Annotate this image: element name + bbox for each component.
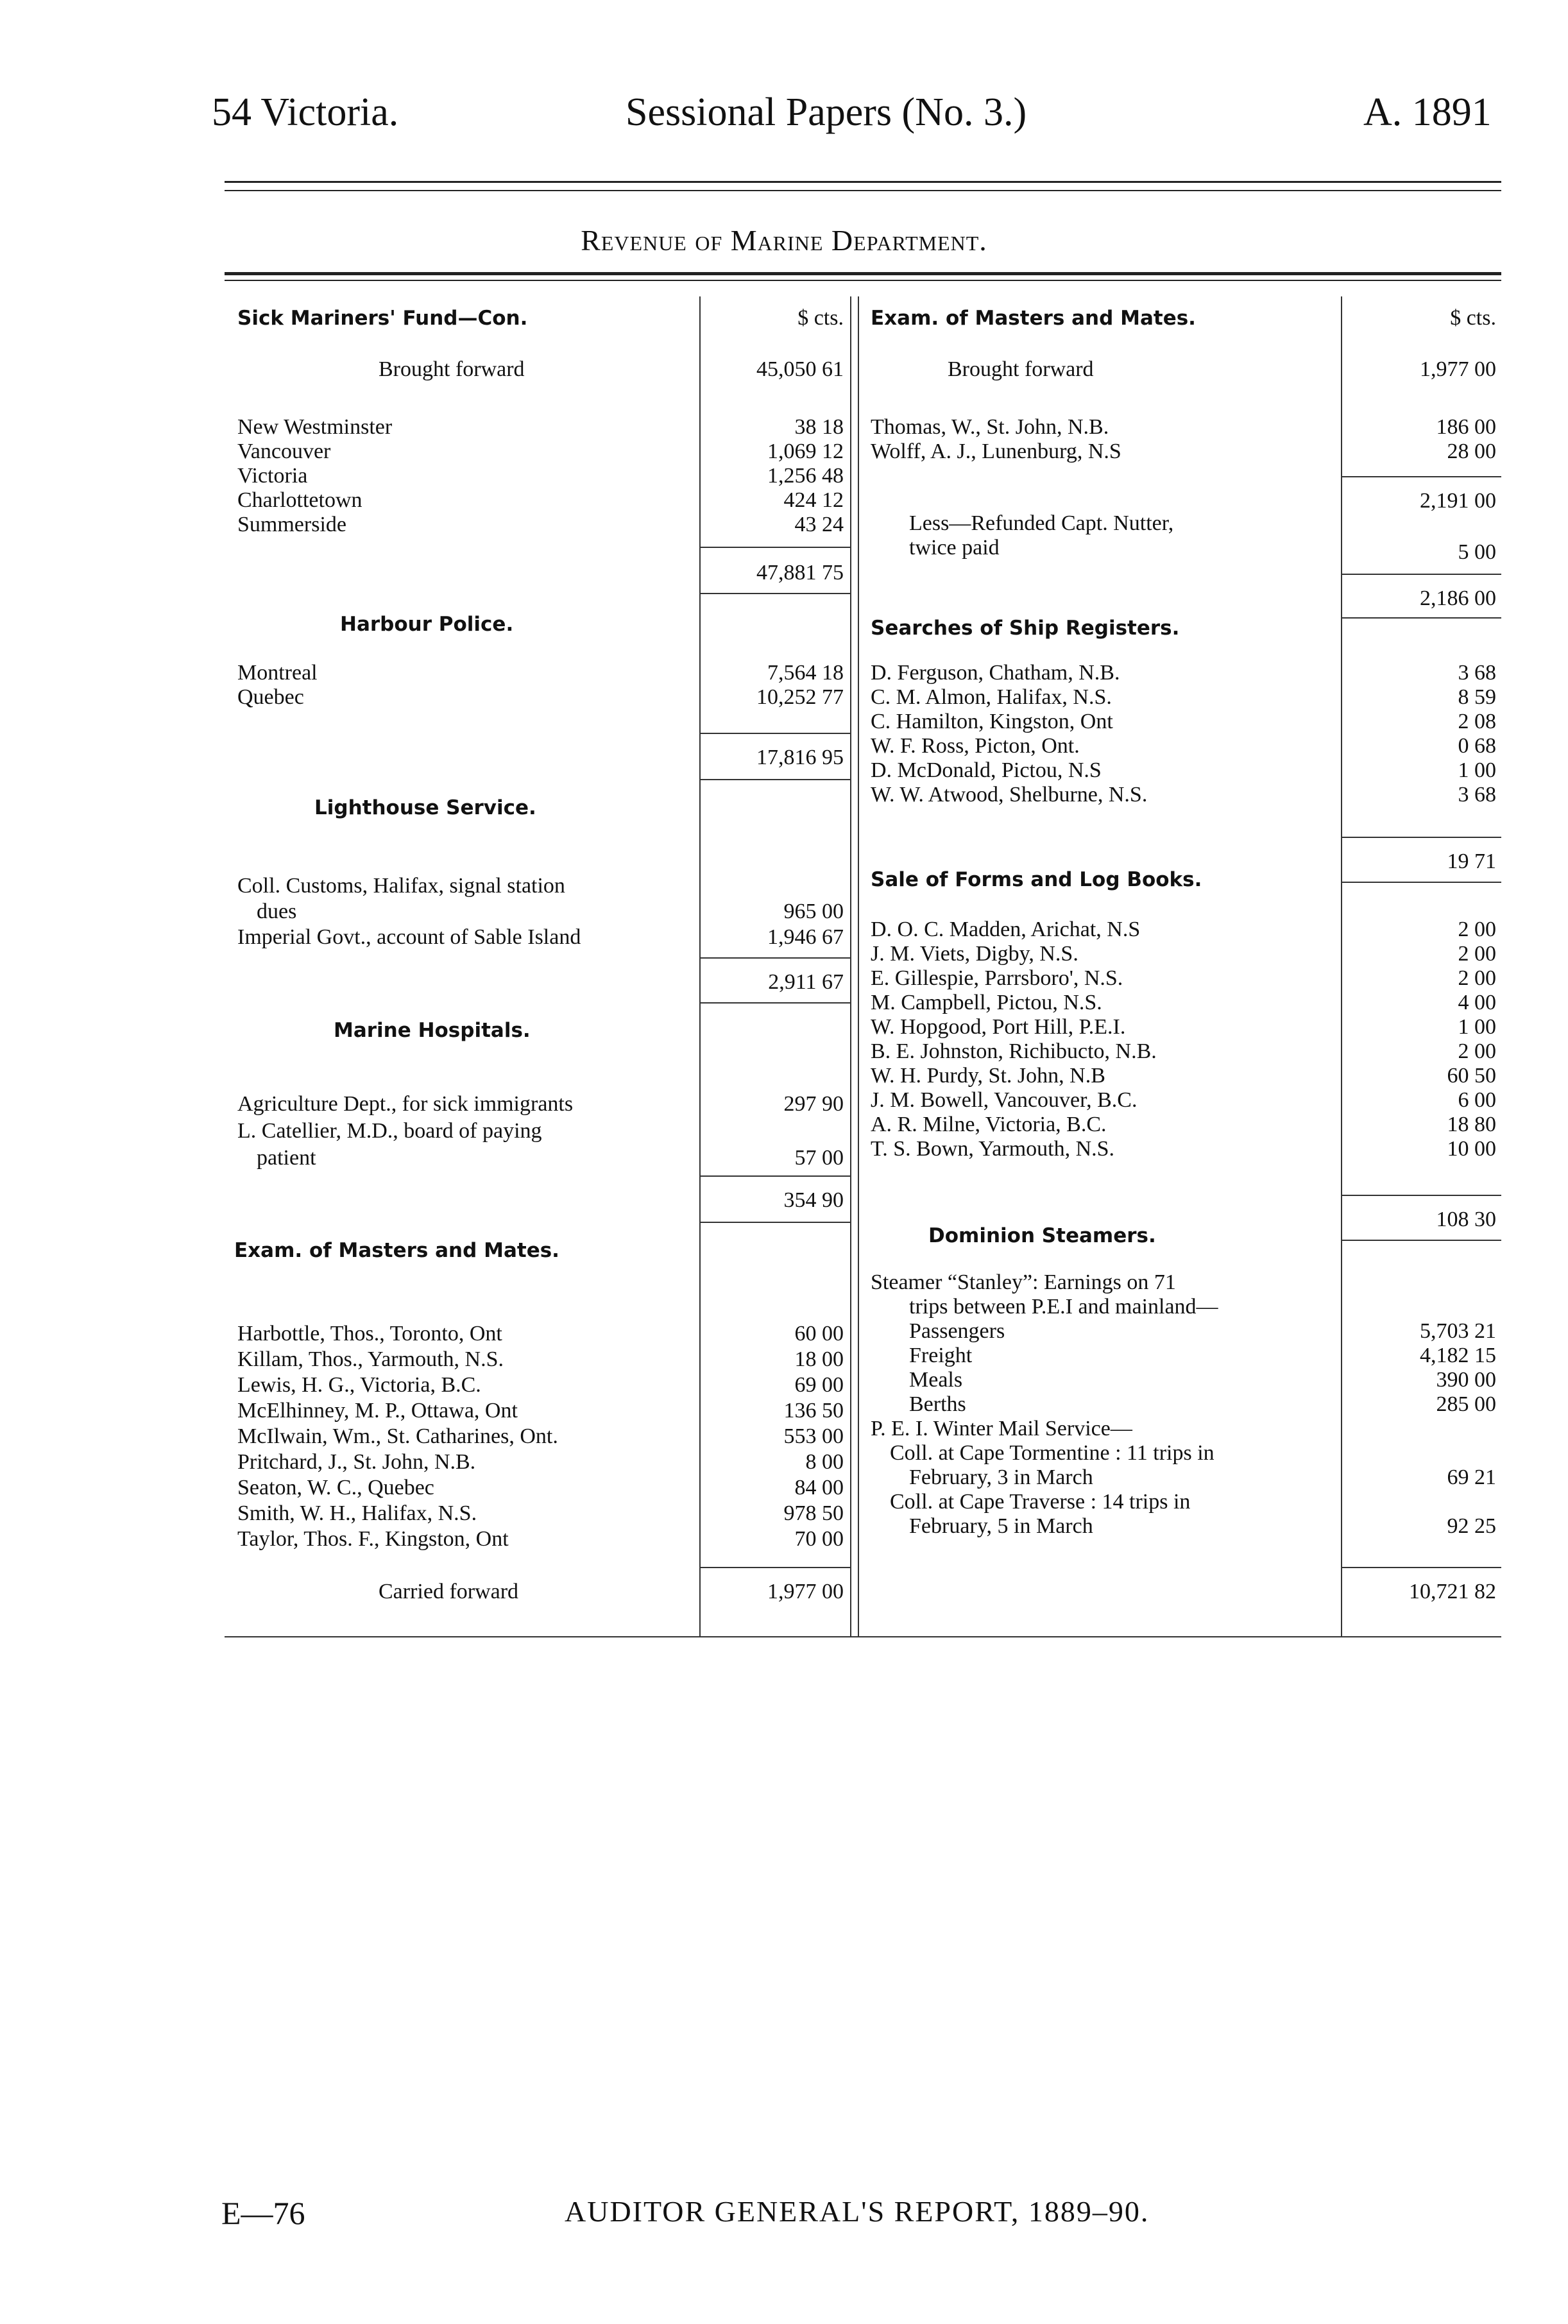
right-less-label2: twice paid	[909, 536, 1000, 560]
rule	[699, 593, 850, 594]
left-sick-row-label: Victoria	[237, 464, 308, 488]
left-exam-row-label: Lewis, H. G., Victoria, B.C.	[237, 1373, 481, 1397]
right-traverse-line1: Coll. at Cape Traverse : 14 trips in	[890, 1490, 1191, 1514]
left-sick-total: 47,881 75	[756, 561, 844, 585]
right-currency-head: $ cts.	[1450, 306, 1496, 330]
left-exam-row-label: Smith, W. H., Halifax, N.S.	[237, 1501, 477, 1525]
right-search-row-label: D. McDonald, Pictou, N.S	[871, 758, 1102, 782]
right-stanley-row-amount: 390 00	[1436, 1368, 1496, 1392]
right-search-row-amount: 3 68	[1458, 661, 1496, 685]
rule	[699, 733, 850, 734]
revenue-table	[225, 296, 1501, 1637]
right-grand-total: 10,721 82	[1409, 1580, 1496, 1603]
left-sick-row-amount: 43 24	[794, 513, 844, 536]
header-series: Sessional Papers (No. 3.)	[626, 90, 1027, 134]
title-rule-thin	[225, 280, 1501, 281]
right-forms-row-label: J. M. Viets, Digby, N.S.	[871, 942, 1078, 966]
rule	[699, 547, 850, 548]
rule	[699, 1175, 850, 1177]
right-forms-heading: Sale of Forms and Log Books.	[871, 868, 1202, 891]
right-stanley-row-label: Berths	[909, 1392, 966, 1416]
left-exam-heading: Exam. of Masters and Mates.	[234, 1239, 559, 1262]
right-search-row-amount: 2 08	[1458, 710, 1496, 733]
right-dominion-heading: Dominion Steamers.	[928, 1224, 1156, 1247]
left-exam-row-amount: 553 00	[783, 1424, 844, 1448]
right-brought-forward-amount: 1,977 00	[1420, 357, 1496, 381]
right-column	[858, 296, 1501, 1637]
right-forms-total: 108 30	[1436, 1208, 1496, 1231]
right-traverse-amount: 92 25	[1447, 1514, 1496, 1538]
left-exam-row-label: Killam, Thos., Yarmouth, N.S.	[237, 1347, 504, 1371]
left-brought-forward-label: Brought forward	[379, 357, 525, 381]
left-exam-row-amount: 84 00	[794, 1476, 844, 1499]
right-exam-total: 2,186 00	[1420, 586, 1496, 610]
right-stanley-row-label: Meals	[909, 1368, 963, 1392]
right-pei-line: P. E. I. Winter Mail Service—	[871, 1417, 1132, 1440]
left-lighthouse-row-amount: 965 00	[783, 900, 844, 923]
right-forms-row-label: A. R. Milne, Victoria, B.C.	[871, 1113, 1107, 1136]
rule	[699, 1222, 850, 1223]
right-forms-row-label: T. S. Bown, Yarmouth, N.S.	[871, 1137, 1115, 1161]
right-search-row-label: W. W. Atwood, Shelburne, N.S.	[871, 783, 1148, 807]
left-marine-row-label: L. Catellier, M.D., board of paying	[237, 1119, 542, 1143]
right-forms-row-amount: 10 00	[1447, 1137, 1496, 1161]
right-stanley-row-amount: 5,703 21	[1420, 1319, 1496, 1343]
left-heading: Sick Mariners' Fund—Con.	[237, 307, 528, 330]
left-harbour-row-label: Quebec	[237, 685, 304, 709]
right-search-row-amount: 0 68	[1458, 734, 1496, 758]
left-harbour-row-label: Montreal	[237, 661, 318, 685]
right-exam-row-amount: 28 00	[1447, 440, 1496, 463]
right-search-row-amount: 3 68	[1458, 783, 1496, 807]
left-carried-forward-amount: 1,977 00	[767, 1580, 844, 1603]
right-forms-row-label: B. E. Johnston, Richibucto, N.B.	[871, 1039, 1157, 1063]
left-exam-row-label: Seaton, W. C., Quebec	[237, 1476, 434, 1499]
left-exam-row-label: McIlwain, Wm., St. Catharines, Ont.	[237, 1424, 558, 1448]
divider-center-a	[850, 296, 851, 1637]
left-marine-total: 354 90	[783, 1188, 844, 1212]
left-exam-row-amount: 18 00	[794, 1347, 844, 1371]
left-exam-row-amount: 978 50	[783, 1501, 844, 1525]
rule	[699, 957, 850, 959]
right-stanley-line1: Steamer “Stanley”: Earnings on 71	[871, 1270, 1176, 1294]
right-exam-row-amount: 186 00	[1436, 415, 1496, 439]
right-heading: Exam. of Masters and Mates.	[871, 307, 1196, 330]
rule	[699, 779, 850, 780]
right-forms-row-amount: 6 00	[1458, 1088, 1496, 1112]
left-marine-row-label: Agriculture Dept., for sick immigrants	[237, 1092, 574, 1116]
right-forms-row-amount: 2 00	[1458, 1039, 1496, 1063]
right-less-amount: 5 00	[1458, 540, 1496, 564]
left-marine-heading: Marine Hospitals.	[334, 1019, 531, 1042]
left-harbour-total: 17,816 95	[756, 746, 844, 769]
rule	[1341, 1240, 1501, 1241]
left-exam-row-label: Pritchard, J., St. John, N.B.	[237, 1450, 476, 1474]
left-exam-row-amount: 60 00	[794, 1322, 844, 1346]
right-search-row-amount: 8 59	[1458, 685, 1496, 709]
left-harbour-row-amount: 7,564 18	[767, 661, 844, 685]
left-exam-row-amount: 136 50	[783, 1399, 844, 1423]
left-sick-row-amount: 424 12	[783, 488, 844, 512]
left-harbour-heading: Harbour Police.	[340, 613, 514, 636]
left-harbour-row-amount: 10,252 77	[756, 685, 844, 709]
right-stanley-row-label: Freight	[909, 1344, 973, 1367]
right-forms-row-amount: 4 00	[1458, 991, 1496, 1014]
right-stanley-row-label: Passengers	[909, 1319, 1005, 1343]
left-sick-row-amount: 1,069 12	[767, 440, 844, 463]
right-tormentine-amount: 69 21	[1447, 1465, 1496, 1489]
right-exam-subtotal: 2,191 00	[1420, 489, 1496, 513]
right-search-row-label: W. F. Ross, Picton, Ont.	[871, 734, 1080, 758]
title-rule-thick	[225, 272, 1501, 275]
left-carried-forward-label: Carried forward	[379, 1580, 519, 1603]
right-forms-row-amount: 2 00	[1458, 918, 1496, 941]
left-sick-row-amount: 38 18	[794, 415, 844, 439]
left-column	[225, 296, 850, 1637]
left-marine-row-label-cont: patient	[257, 1146, 316, 1170]
right-exam-row-label: Wolff, A. J., Lunenburg, N.S	[871, 440, 1121, 463]
left-currency-head: $ cts.	[797, 306, 844, 330]
right-forms-row-amount: 18 80	[1447, 1113, 1496, 1136]
right-search-row-label: C. M. Almon, Halifax, N.S.	[871, 685, 1112, 709]
left-lighthouse-row-amount: 1,946 67	[767, 925, 844, 949]
right-less-label: Less—Refunded Capt. Nutter,	[909, 511, 1174, 535]
left-sick-row-amount: 1,256 48	[767, 464, 844, 488]
right-stanley-line2: trips between P.E.I and mainland—	[909, 1295, 1218, 1319]
left-lighthouse-row-label: Imperial Govt., account of Sable Island	[237, 925, 581, 949]
rule	[699, 1002, 850, 1004]
left-brought-forward-amount: 45,050 61	[756, 357, 844, 381]
right-forms-row-label: J. M. Bowell, Vancouver, B.C.	[871, 1088, 1138, 1112]
rule	[1341, 617, 1501, 619]
right-brought-forward-label: Brought forward	[948, 357, 1094, 381]
header-year: A. 1891	[1363, 90, 1492, 134]
left-marine-row-amount: 297 90	[783, 1092, 844, 1116]
left-exam-row-amount: 8 00	[805, 1450, 844, 1474]
right-forms-row-amount: 60 50	[1447, 1064, 1496, 1088]
rule	[1341, 476, 1501, 477]
right-forms-row-label: D. O. C. Madden, Arichat, N.S	[871, 918, 1141, 941]
right-forms-row-label: M. Campbell, Pictou, N.S.	[871, 991, 1102, 1014]
footer-report-title: AUDITOR GENERAL'S REPORT, 1889–90.	[565, 2195, 1150, 2228]
rule	[1341, 574, 1501, 575]
header-rule-top	[225, 181, 1501, 183]
right-search-row-label: C. Hamilton, Kingston, Ont	[871, 710, 1113, 733]
right-exam-row-label: Thomas, W., St. John, N.B.	[871, 415, 1109, 439]
left-exam-row-amount: 70 00	[794, 1527, 844, 1551]
right-forms-row-amount: 2 00	[1458, 966, 1496, 990]
rule	[1341, 882, 1501, 883]
page-title: Revenue of Marine Department.	[581, 224, 987, 257]
right-search-heading: Searches of Ship Registers.	[871, 617, 1180, 640]
left-exam-row-amount: 69 00	[794, 1373, 844, 1397]
right-stanley-row-amount: 4,182 15	[1420, 1344, 1496, 1367]
right-forms-row-label: W. H. Purdy, St. John, N.B	[871, 1064, 1105, 1088]
rule	[1341, 1195, 1501, 1196]
left-sick-row-label: Charlottetown	[237, 488, 362, 512]
left-exam-row-label: Harbottle, Thos., Toronto, Ont	[237, 1322, 502, 1346]
header-volume: 54 Victoria.	[212, 90, 399, 134]
left-lighthouse-row-label: Coll. Customs, Halifax, signal station	[237, 874, 565, 898]
left-lighthouse-total: 2,911 67	[768, 970, 844, 994]
footer-page-number: E—76	[221, 2195, 305, 2231]
right-search-row-label: D. Ferguson, Chatham, N.B.	[871, 661, 1120, 685]
rule	[1341, 837, 1501, 838]
left-lighthouse-row-label-cont: dues	[257, 900, 297, 923]
right-search-total: 19 71	[1447, 850, 1496, 873]
left-sick-row-label: New Westminster	[237, 415, 393, 439]
left-sick-row-label: Summerside	[237, 513, 346, 536]
left-exam-row-label: McElhinney, M. P., Ottawa, Ont	[237, 1399, 518, 1423]
rule	[699, 1567, 850, 1568]
right-forms-row-amount: 1 00	[1458, 1015, 1496, 1039]
right-traverse-line2: February, 5 in March	[909, 1514, 1093, 1538]
left-marine-row-amount: 57 00	[794, 1146, 844, 1170]
right-tormentine-line1: Coll. at Cape Tormentine : 11 trips in	[890, 1441, 1214, 1465]
right-search-row-amount: 1 00	[1458, 758, 1496, 782]
right-forms-row-label: W. Hopgood, Port Hill, P.E.I.	[871, 1015, 1126, 1039]
left-lighthouse-heading: Lighthouse Service.	[314, 796, 536, 819]
right-tormentine-line2: February, 3 in March	[909, 1465, 1093, 1489]
left-sick-row-label: Vancouver	[237, 440, 331, 463]
header-rule-bottom	[225, 190, 1501, 191]
right-forms-row-amount: 2 00	[1458, 942, 1496, 966]
right-stanley-row-amount: 285 00	[1436, 1392, 1496, 1416]
rule	[1341, 1567, 1501, 1568]
left-exam-row-label: Taylor, Thos. F., Kingston, Ont	[237, 1527, 509, 1551]
right-forms-row-label: E. Gillespie, Parrsboro', N.S.	[871, 966, 1123, 990]
